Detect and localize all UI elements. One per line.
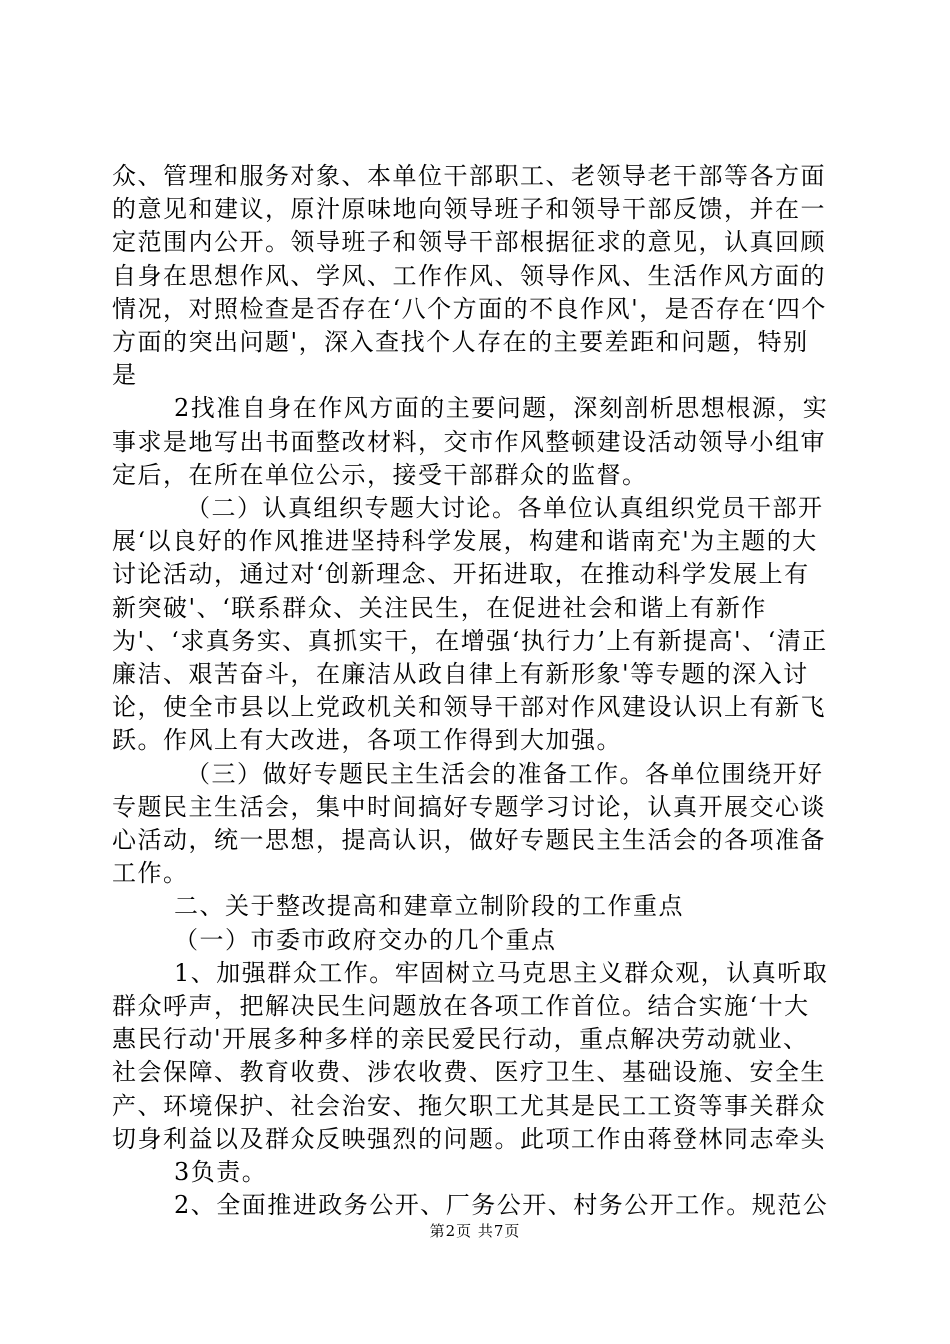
paragraph-continuation: 众、管理和服务对象、本单位干部职工、老领导老干部等各方面的意见和建议，原汁原味地向领导班子和领导干部反馈，并在一定范围内公开。领导班子和领导干部根据征求的意见，认真回顾自身在思想作风、学风、工作作风、领导作风、生活作风方面的情况，对照检查是否存在‘八个方面的不良作风'，是否存在‘四个方面的突出问题'，深入查找个人存在的主要差距和问题，特别是 <box>112 162 827 390</box>
paragraph-section-2: （二）认真组织专题大讨论。各单位认真组织党员干部开展‘以良好的作风推进坚持科学发展，构建和谐南充'为主题的大讨论活动，通过对‘创新理念、开拓进取，在推动科学发展上有新突破'、‘联系群众、关注民生，在促进社会和谐上有新作为'、‘求真务实、真抓实干，在增强‘执行力’上有新提高'、‘清正廉洁、艰苦奋斗，在廉洁从政自律上有新形象'等专题的深入讨论，使全市县以上党政机关和领导干部对作风建设认识上有新飞跃。作风上有大改进，各项工作得到大加强。 <box>112 494 828 755</box>
heading-subsection-one: （一）市委市政府交办的几个重点 <box>174 925 557 954</box>
paragraph-3-responsible: 3负责。 <box>174 1158 268 1187</box>
paragraph-section-3: （三）做好专题民主生活会的准备工作。各单位围绕开好专题民主生活会，集中时间搞好专题学习讨论，认真开展交心谈心活动，统一思想，提高认识，做好专题民主生活会的各项准备工作。 <box>112 759 826 888</box>
paragraph-item-2: 2、全面推进政务公开、厂务公开、村务公开工作。规范公 <box>174 1191 829 1220</box>
paragraph-2: 2找准自身在作风方面的主要问题，深刻剖析思想根源，实事求是地写出书面整改材料，交市作风整顿建设活动领导小组审定后，在所在单位公示，接受干部群众的监督。 <box>112 394 829 489</box>
paragraph-item-1: 1、加强群众工作。牢固树立马克思主义群众观，认真听取群众呼声，把解决民生问题放在各项工作首位。结合实施‘十大惠民行动'开展多种多样的亲民爱民行动，重点解决劳动就业、社会保障、教育收费、涉农收费、医疗卫生、基础设施、安全生产、环境保护、社会治安、拖欠职工尤其是民工工资等事关群众切身利益以及群众反映强烈的问题。此项工作由蒋登林同志牵头 <box>112 958 829 1153</box>
heading-section-two: 二、关于整改提高和建章立制阶段的工作重点 <box>174 892 684 921</box>
page-footer: 第2页 共7页 <box>429 1222 521 1240</box>
document-body <box>112 160 832 1223</box>
